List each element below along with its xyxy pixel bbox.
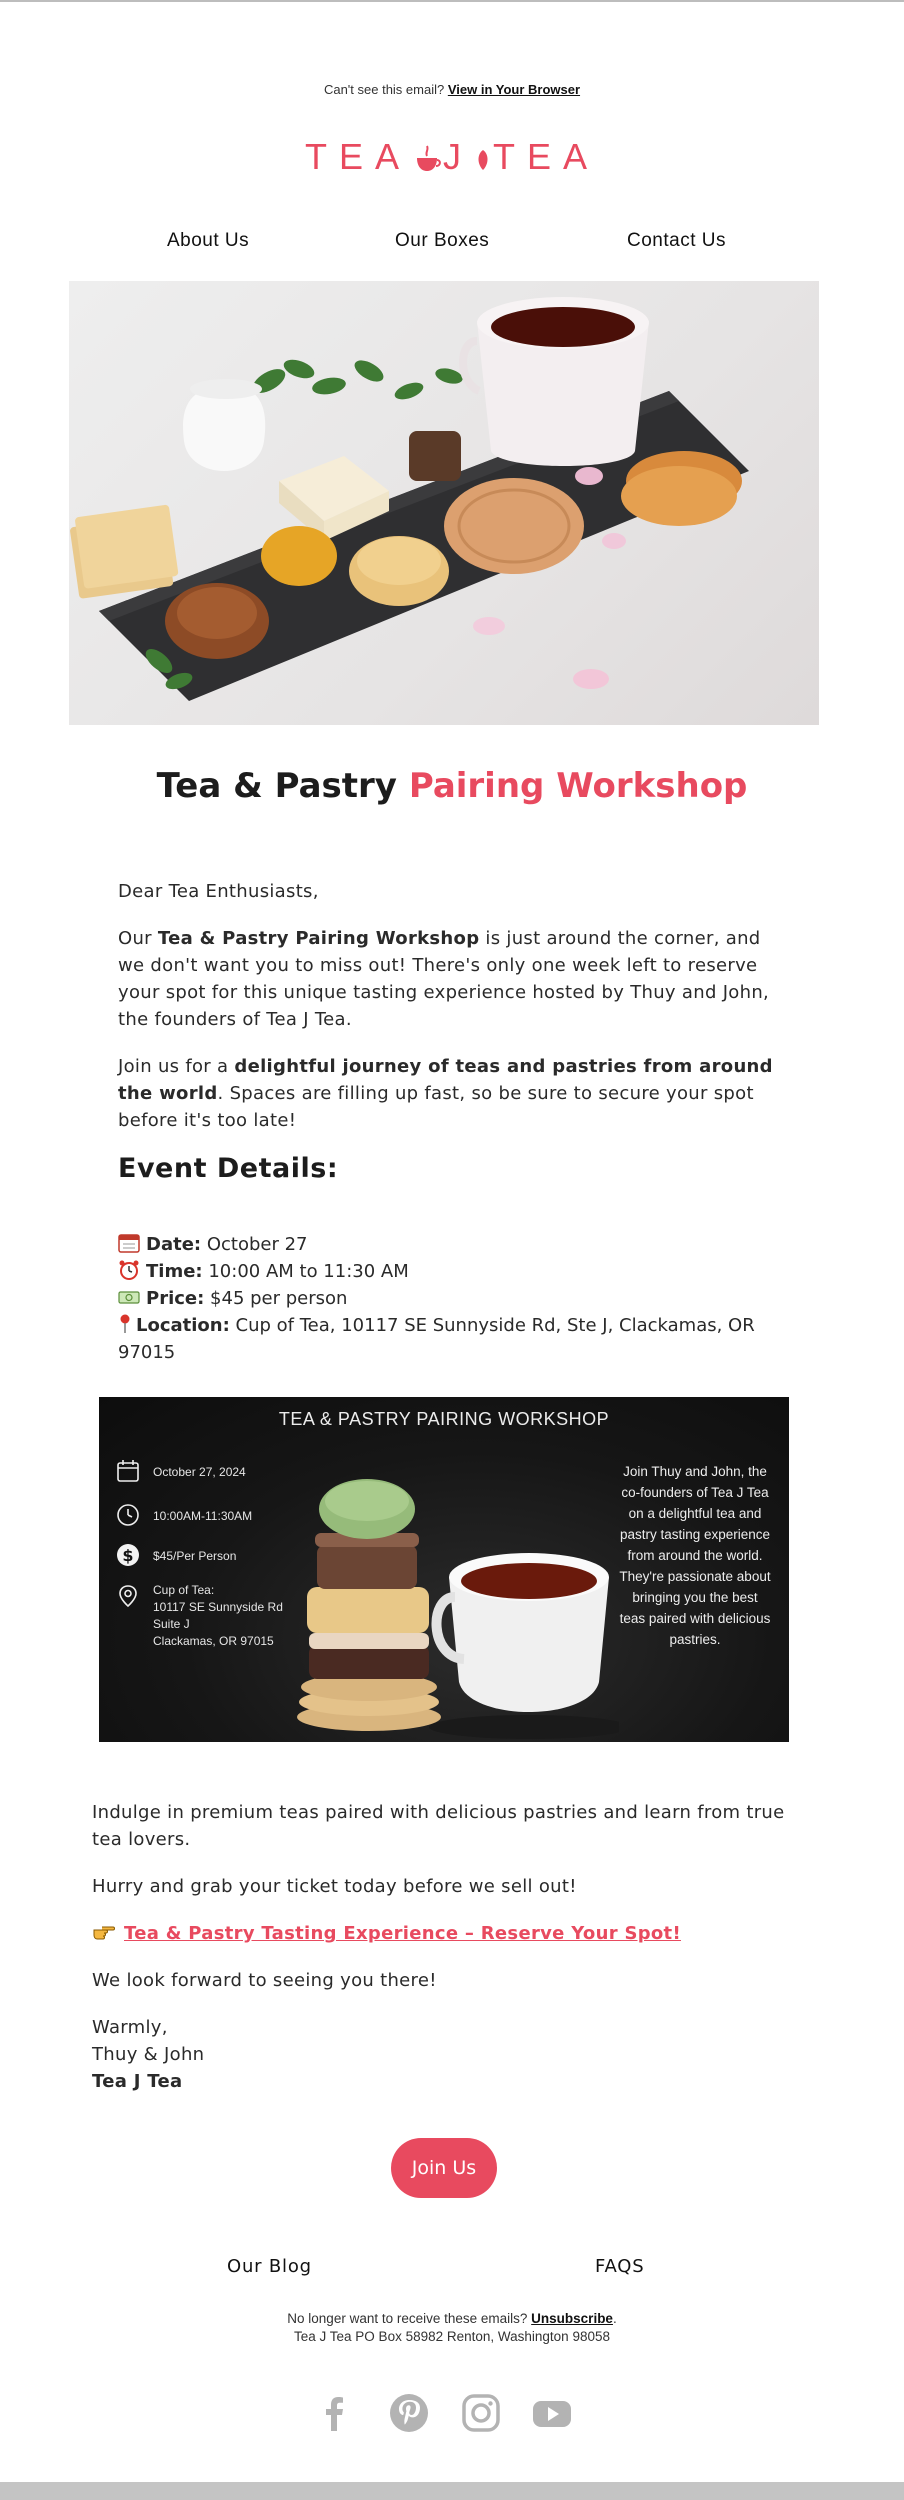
intro-paragraph-2	[118, 1053, 788, 1134]
calendar-icon	[115, 1458, 141, 1484]
greeting: Dear Tea Enthusiasts,	[118, 881, 319, 902]
page-title	[0, 766, 904, 806]
view-in-browser-link[interactable]: View in Your Browser	[447, 82, 581, 97]
youtube-icon[interactable]	[530, 2391, 574, 2435]
nav-contact-us[interactable]: Contact Us	[627, 230, 726, 251]
banner-time: 10:00AM-11:30AM	[153, 1509, 253, 1523]
leaf-icon	[475, 144, 491, 174]
outro-section	[92, 1799, 812, 2095]
date-label: Date:	[146, 1234, 202, 1255]
banner-loc-line-1: Cup of Tea:	[153, 1583, 215, 1597]
p1-text-bold: Tea & Pastry Pairing Workshop	[157, 928, 480, 949]
hero-illustration	[69, 281, 819, 725]
time-value: 10:00 AM to 11:30 AM	[202, 1261, 409, 1282]
banner-description: Join Thuy and John, the co-founders of Tea J Tea on a delightful tea and pastry tasting experience from around the world. They're passionate about bringing you the best teas paired with delicious pastries.	[619, 1464, 771, 1647]
top-divider	[0, 0, 904, 2]
logo-text-middle: J	[443, 136, 473, 177]
footer-blog-link[interactable]: Our Blog	[227, 2256, 312, 2277]
signoff-line-1: Warmly,	[92, 2017, 168, 2038]
money-icon	[118, 1287, 140, 1307]
nav-our-boxes[interactable]: Our Boxes	[395, 230, 490, 251]
detail-location	[118, 1312, 798, 1366]
event-details-list	[118, 1231, 798, 1366]
outro-paragraph-1: Indulge in premium teas paired with delicious pastries and learn from true tea lovers.	[92, 1802, 785, 1850]
banner-title: TEA & PASTRY PAIRING WORKSHOP	[278, 1409, 610, 1429]
price-label: Price:	[146, 1288, 205, 1309]
signoff-line-2: Thuy & John	[92, 2044, 205, 2065]
bottom-bar	[0, 2482, 904, 2500]
clock-icon	[115, 1502, 141, 1528]
detail-time	[118, 1258, 798, 1285]
date-value: October 27	[201, 1234, 308, 1255]
price-value: $45 per person	[204, 1288, 348, 1309]
preheader	[0, 82, 904, 97]
banner-date: October 27, 2024	[153, 1465, 246, 1479]
pointing-hand-icon	[92, 1922, 116, 1942]
pinterest-icon[interactable]	[387, 2391, 431, 2435]
time-label: Time:	[146, 1261, 203, 1282]
location-value: Cup of Tea, 10117 SE Sunnyside Rd, Ste J, Clackamas, OR 97015	[118, 1315, 755, 1363]
footer-faqs-link[interactable]: FAQS	[595, 2256, 645, 2277]
calendar-icon	[118, 1233, 140, 1253]
unsubscribe-link[interactable]: Unsubscribe	[531, 2311, 613, 2326]
reserve-spot-link[interactable]: Tea & Pastry Tasting Experience – Reserve Your Spot!	[124, 1923, 681, 1944]
outro-paragraph-3: We look forward to seeing you there!	[92, 1970, 437, 1991]
signoff-line-3: Tea J Tea	[92, 2071, 183, 2092]
title-part-1: Tea & Pastry	[156, 766, 409, 806]
join-us-button[interactable]: Join Us	[391, 2138, 497, 2198]
brand-logo[interactable]	[0, 136, 904, 178]
logo-text-right: TEA	[493, 136, 600, 177]
event-details-heading: Event Details:	[118, 1153, 339, 1184]
p2-text-c: . Spaces are filling up fast, so be sure to secure your spot before it's too late!	[118, 1083, 754, 1131]
main-nav	[0, 230, 904, 260]
banner-loc-line-3: Suite J	[153, 1617, 190, 1631]
banner-price: $45/Per Person	[153, 1549, 237, 1563]
facebook-icon[interactable]	[313, 2391, 357, 2435]
location-label: Location:	[136, 1315, 230, 1336]
detail-price	[118, 1285, 798, 1312]
teacup-icon	[413, 144, 441, 174]
banner-loc-line-2: 10117 SE Sunnyside Rd	[153, 1600, 283, 1614]
p2-text-a: Join us for a	[118, 1056, 235, 1077]
detail-date	[118, 1231, 798, 1258]
banner-loc-line-4: Clackamas, OR 97015	[153, 1634, 274, 1648]
hero-image	[69, 281, 819, 725]
postal-address: Tea J Tea PO Box 58982 Renton, Washington 98058	[294, 2329, 610, 2344]
logo-text-left: TEA	[304, 136, 411, 177]
svg-text:$: $	[122, 1546, 134, 1565]
reserve-link-row	[92, 1920, 812, 1947]
banner-location	[153, 1582, 283, 1650]
intro-section	[118, 878, 788, 1134]
nav-about-us[interactable]: About Us	[167, 230, 250, 251]
social-links	[0, 2391, 904, 2437]
unsubscribe-line	[0, 2310, 904, 2328]
footer-legal	[0, 2310, 904, 2346]
p1-text-c: is just around the corner, and we don't want you to miss out! There's only one week left to reserve your spot for this unique tasting experience hosted by Thuy and John, the founders of Tea J Tea.	[118, 928, 770, 1030]
p1-text-a: Our	[118, 928, 158, 949]
unsub-end: .	[612, 2311, 617, 2326]
title-part-2: Pairing Workshop	[408, 766, 748, 806]
pin-icon	[118, 1314, 132, 1334]
location-pin-icon	[115, 1583, 141, 1609]
outro-paragraph-2: Hurry and grab your ticket today before we sell out!	[92, 1876, 577, 1897]
preheader-text: Can't see this email?	[323, 82, 448, 97]
alarm-clock-icon	[118, 1260, 140, 1280]
p2-text-bold: delightful journey of teas and pastries from around the world	[118, 1056, 773, 1104]
dollar-icon	[115, 1542, 141, 1568]
banner-pastry-illustration	[289, 1437, 619, 1742]
event-banner	[99, 1397, 789, 1742]
unsub-text: No longer want to receive these emails?	[287, 2311, 532, 2326]
instagram-icon[interactable]	[459, 2391, 503, 2435]
intro-paragraph-1	[118, 925, 788, 1033]
